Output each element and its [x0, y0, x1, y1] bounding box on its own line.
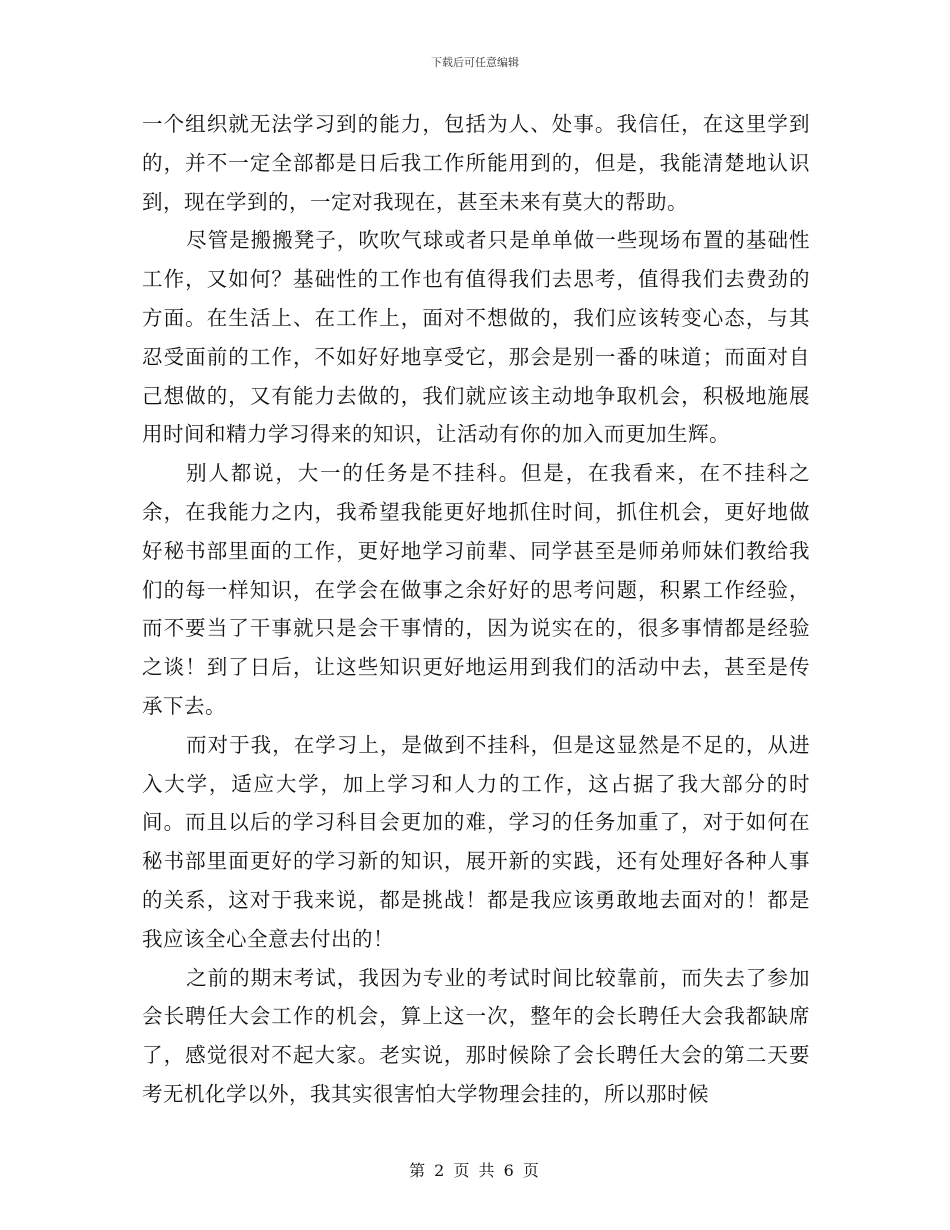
- footer-prefix: 第: [409, 1161, 428, 1180]
- page-header: 下载后可任意编辑: [431, 56, 519, 69]
- footer-suffix: 页: [522, 1161, 541, 1180]
- paragraph-5: 之前的期末考试，我因为专业的考试时间比较靠前，而失去了参加会长聘任大会工作的机会，算上这一次，整年的会长聘任大会我都缺席了，感觉很对不起大家。老实说，那时候除了会长聘任大会的第二天要考无机化学以外，我其实很害怕大学物理会挂的，所以那时候: [142, 965, 810, 1106]
- paragraph-2: 尽管是搬搬凳子，吹吹气球或者只是单单做一些现场布置的基础性工作，又如何？基础性的工作也有值得我们去思考，值得我们去费劲的方面。在生活上、在工作上，面对不想做的，我们应该转变心态，与其忍受面前的工作，不如好好地享受它，那会是别一番的味道；而面对自己想做的，又有能力去做的，我们就应该主动地争取机会，积极地施展用时间和精力学习得来的知识，让活动有你的加入而更加生辉。: [142, 228, 810, 447]
- paragraph-1: 一个组织就无法学习到的能力，包括为人、处事。我信任，在这里学到的，并不一定全部都是日后我工作所能用到的，但是，我能清楚地认识到，现在学到的，一定对我现在，甚至未来有莫大的帮助。: [142, 112, 810, 214]
- page-number: 2: [434, 1161, 447, 1180]
- footer-middle: 页 共: [453, 1161, 497, 1180]
- paragraph-3: 别人都说，大一的任务是不挂科。但是，在我看来，在不挂科之余，在我能力之内，我希望我能更好地抓住时间，抓住机会，更好地做好秘书部里面的工作，更好地学习前辈、同学甚至是师弟师妹们教给我们的每一样知识，在学会在做事之余好好的思考问题，积累工作经验，而不要当了干事就只是会干事情的，因为说实在的，很多事情都是经验之谈！到了日后，让这些知识更好地运用到我们的活动中去，甚至是传承下去。: [142, 461, 810, 718]
- page-footer: [0, 1158, 950, 1181]
- document-body: [142, 105, 810, 1114]
- paragraph-4: 而对于我，在学习上，是做到不挂科，但是这显然是不足的，从进入大学，适应大学，加上学习和人力的工作，这占据了我大部分的时间。而且以后的学习科目会更加的难，学习的任务加重了，对于如何在秘书部里面更好的学习新的知识，展开新的实践，还有处理好各种人事的关系，这对于我来说，都是挑战！都是我应该勇敢地去面对的！都是我应该全心全意去付出的！: [142, 732, 810, 951]
- page-total: 6: [503, 1161, 516, 1180]
